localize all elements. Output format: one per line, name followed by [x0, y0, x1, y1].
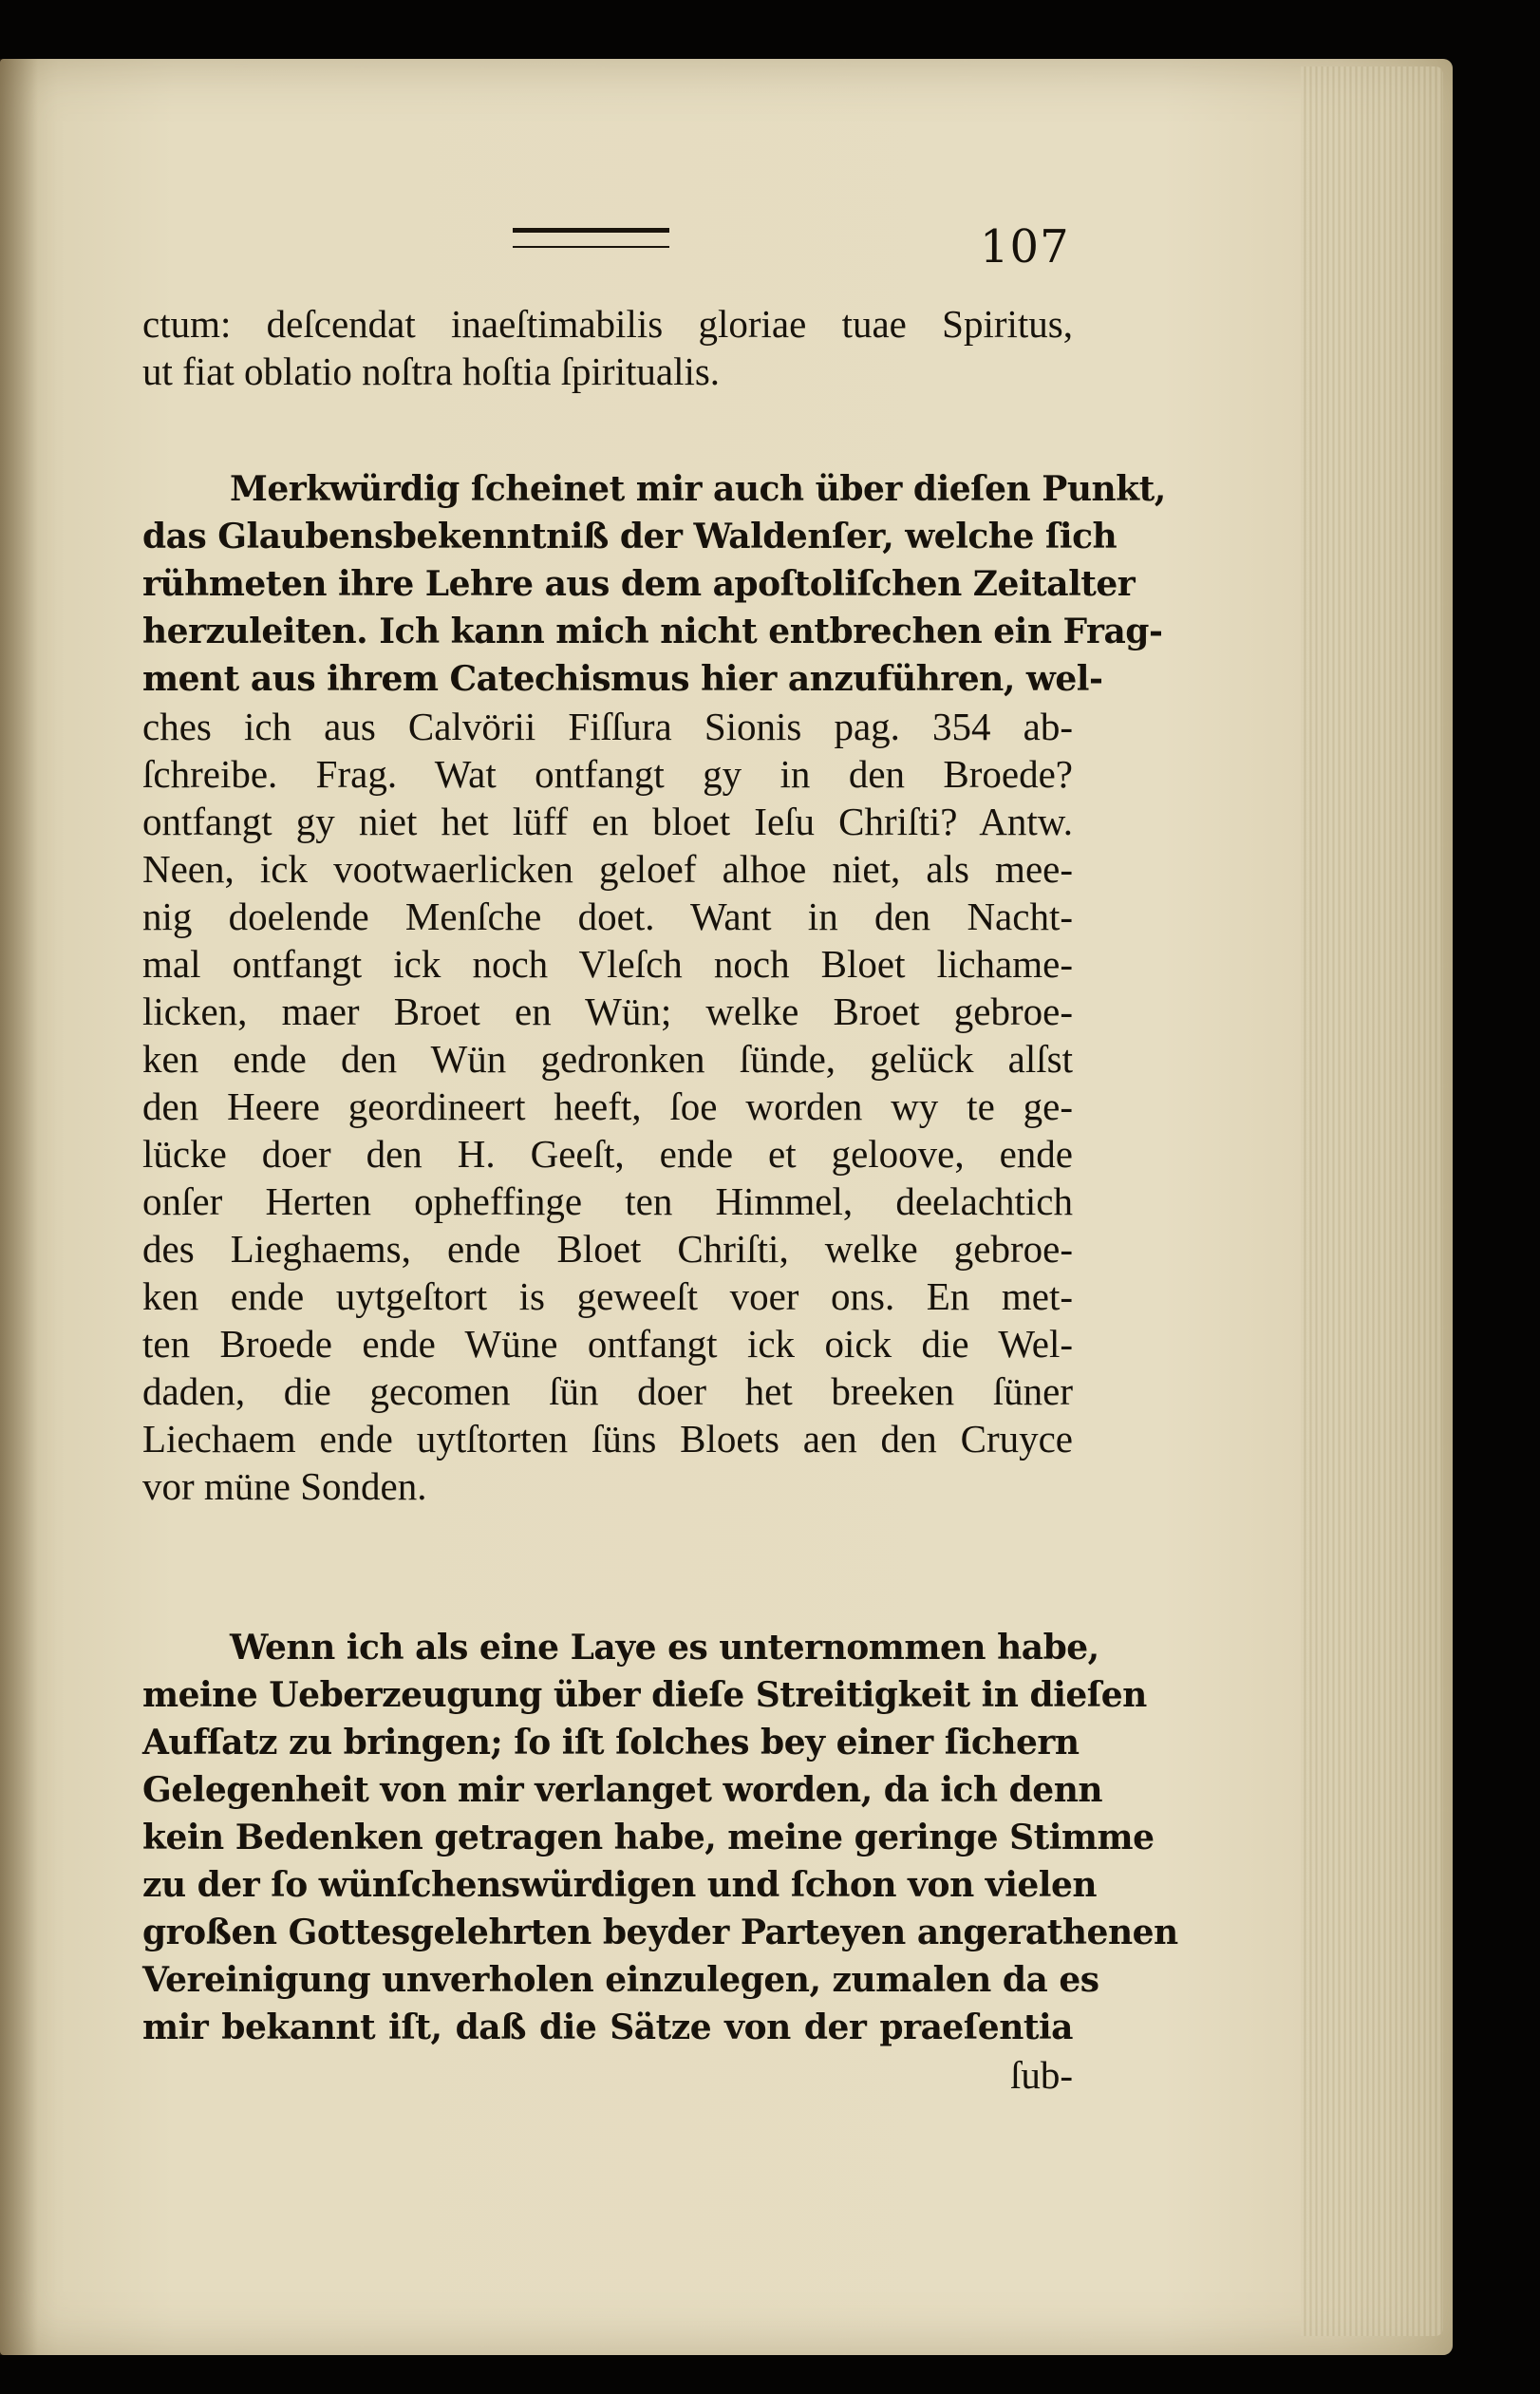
text-line: lücke doer den H. Geeſt, ende et geloove, ende [142, 1132, 1073, 1176]
text-line: Vereinigung unverholen einzulegen, zumalen da es [142, 1960, 1099, 2000]
text-line: vor müne Sonden. [142, 1464, 427, 1508]
text-line: zu der ſo wünſchenswürdigen und ſchon von vielen [142, 1865, 1098, 1905]
text-line: den Heere geordineert heeft, ſoe worden wy te ge- [142, 1084, 1073, 1128]
text-line: kein Bedenken getragen habe, meine geringe Stimme [142, 1818, 1155, 1857]
text-line: ut fiat oblatio noſtra hoſtia ſpiritualis. [142, 349, 721, 393]
text-block [142, 300, 1178, 2099]
text-line: ſchreibe. Frag. Wat ontfangt gy in den Broede? [142, 752, 1073, 796]
text-line: ches ich aus Calvörii Fiſſura Sionis pag. 354 ab- [142, 705, 1073, 748]
text-line: mir bekannt iſt, daß die Sätze von der praeſentia [142, 2008, 1073, 2047]
page-number: 107 [980, 220, 1070, 273]
text-line: ten Broede ende Wüne ontfangt ick oick die Wel- [142, 1322, 1073, 1366]
text-line: herzuleiten. Ich kann mich nicht entbrechen ein Frag- [142, 612, 1163, 651]
text-line: das Glaubensbekenntniß der Waldenſer, welche ſich [142, 517, 1117, 556]
header-rule [513, 228, 669, 248]
text-line: ontfangt gy niet het lüff en bloet Ieſu Chriſti? Antw. [142, 800, 1073, 843]
text-line: großen Gottesgelehrten beyder Parteyen angerathenen [142, 1913, 1178, 1952]
text-line: daden, die gecomen ſün doer het breeken ſüner [142, 1369, 1073, 1413]
catchword: ſub- [1009, 2053, 1073, 2097]
text-line: ken ende den Wün gedronken ſünde, gelück alſst [142, 1037, 1073, 1081]
text-line: meine Ueberzeugung über dieſe Streitigkeit in dieſen [142, 1675, 1147, 1715]
text-line: Aufſatz zu bringen; ſo iſt ſolches bey einer ſichern [142, 1723, 1080, 1763]
text-line: rühmeten ihre Lehre aus dem apoſtoliſchen Zeitalter [142, 564, 1136, 604]
text-line: Neen, ick vootwaerlicken geloef alhoe niet, als mee- [142, 847, 1073, 891]
text-line: licken, maer Broet en Wün; welke Broet gebroe- [142, 990, 1073, 1033]
text-line: ment aus ihrem Catechismus hier anzuführen, wel- [142, 659, 1103, 699]
text-line: onſer Herten opheffinge ten Himmel, deelachtich [142, 1179, 1073, 1223]
text-line: des Lieghaems, ende Bloet Chriſti, welke gebroe- [142, 1227, 1073, 1271]
text-line: ken ende uytgeſtort is geweeſt voer ons. En met- [142, 1274, 1073, 1318]
gutter-shadow [0, 59, 38, 2355]
text-line: Gelegenheit von mir verlanget worden, da ich denn [142, 1770, 1103, 1810]
text-line: Merkwürdig ſcheinet mir auch über dieſen Punkt, [230, 469, 1166, 509]
text-line: Liechaem ende uytſtorten ſüns Bloets aen den Cruyce [142, 1417, 1073, 1461]
text-line: nig doelende Menſche doet. Want in den Nacht- [142, 895, 1073, 938]
page-edges [1301, 66, 1443, 2336]
text-line: Wenn ich als eine Laye es unternommen habe, [230, 1628, 1099, 1668]
text-line: mal ontfangt ick noch Vleſch noch Bloet lichame- [142, 942, 1073, 986]
text-line: ctum: deſcendat inaeſtimabilis gloriae tuae Spiritus, [142, 302, 1073, 346]
